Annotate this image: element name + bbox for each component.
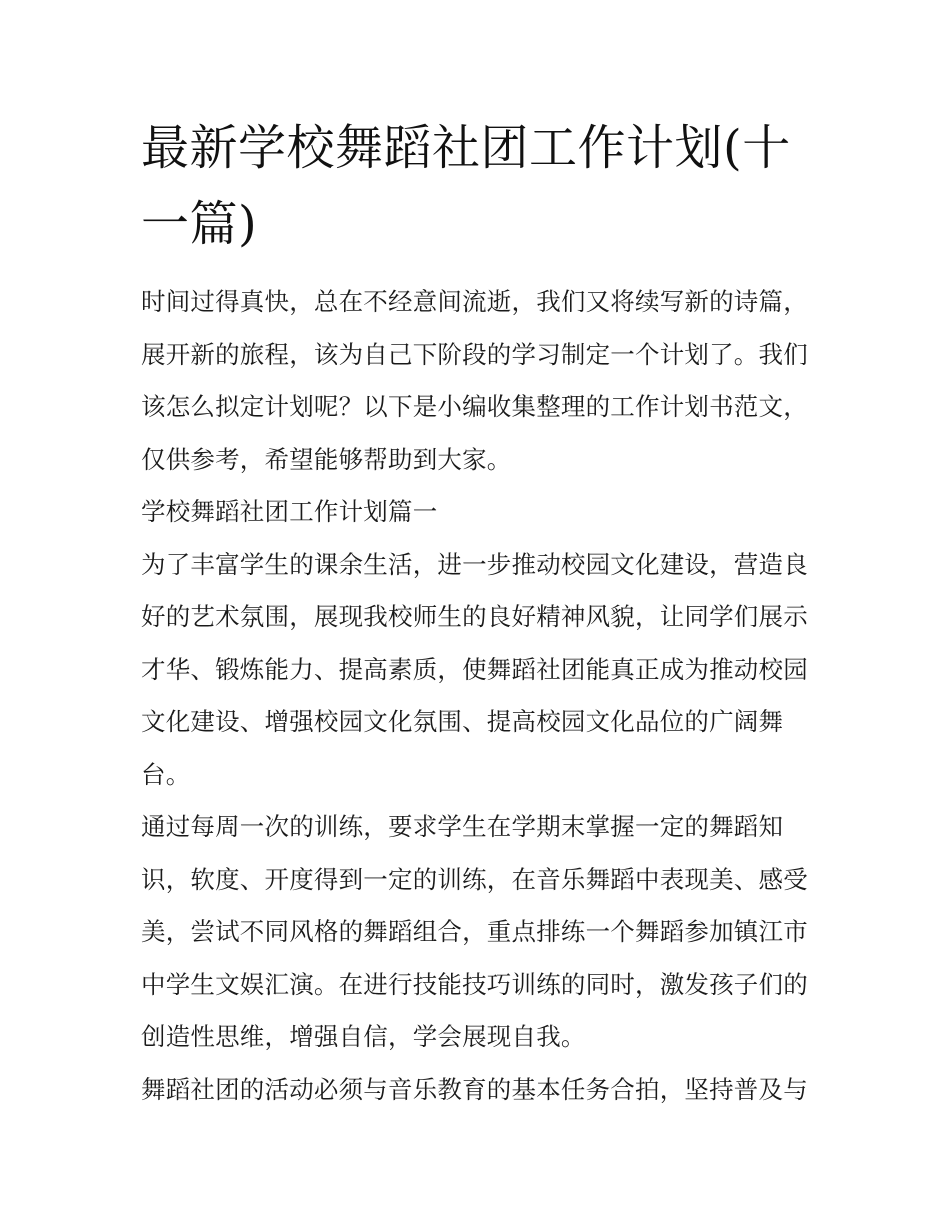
document-body	[141, 110, 813, 1116]
body-paragraph: 通过每周一次的训练，要求学生在学期末掌握一定的舞蹈知识，软度、开度得到一定的训练，在音乐舞蹈中表现美、感受美，尝试不同风格的舞蹈组合，重点排练一个舞蹈参加镇江市中学生文娱汇演。在进行技能技巧训练的同时，激发孩子们的创造性思维，增强自信，学会展现自我。	[141, 812, 808, 1051]
intro-paragraph: 时间过得真快，总在不经意间流逝，我们又将续写新的诗篇，展开新的旅程，该为自己下阶段的学习制定一个计划了。我们该怎么拟定计划呢？以下是小编收集整理的工作计划书范文，仅供参考，希望能够帮助到大家。	[141, 287, 808, 474]
body-paragraph: 舞蹈社团的活动必须与音乐教育的基本任务合拍，坚持普及与	[141, 1074, 808, 1104]
body-paragraph: 为了丰富学生的课余生活，进一步推动校园文化建设，营造良好的艺术氛围，展现我校师生的良好精神风貌，让同学们展示才华、锻炼能力、提高素质，使舞蹈社团能真正成为推动校园文化建设、增强校园文化氛围、提高校园文化品位的广阔舞台。	[141, 549, 808, 789]
section-heading: 学校舞蹈社团工作计划篇一	[141, 497, 438, 526]
document-title: 最新学校舞蹈社团工作计划(十一篇)	[141, 120, 791, 252]
